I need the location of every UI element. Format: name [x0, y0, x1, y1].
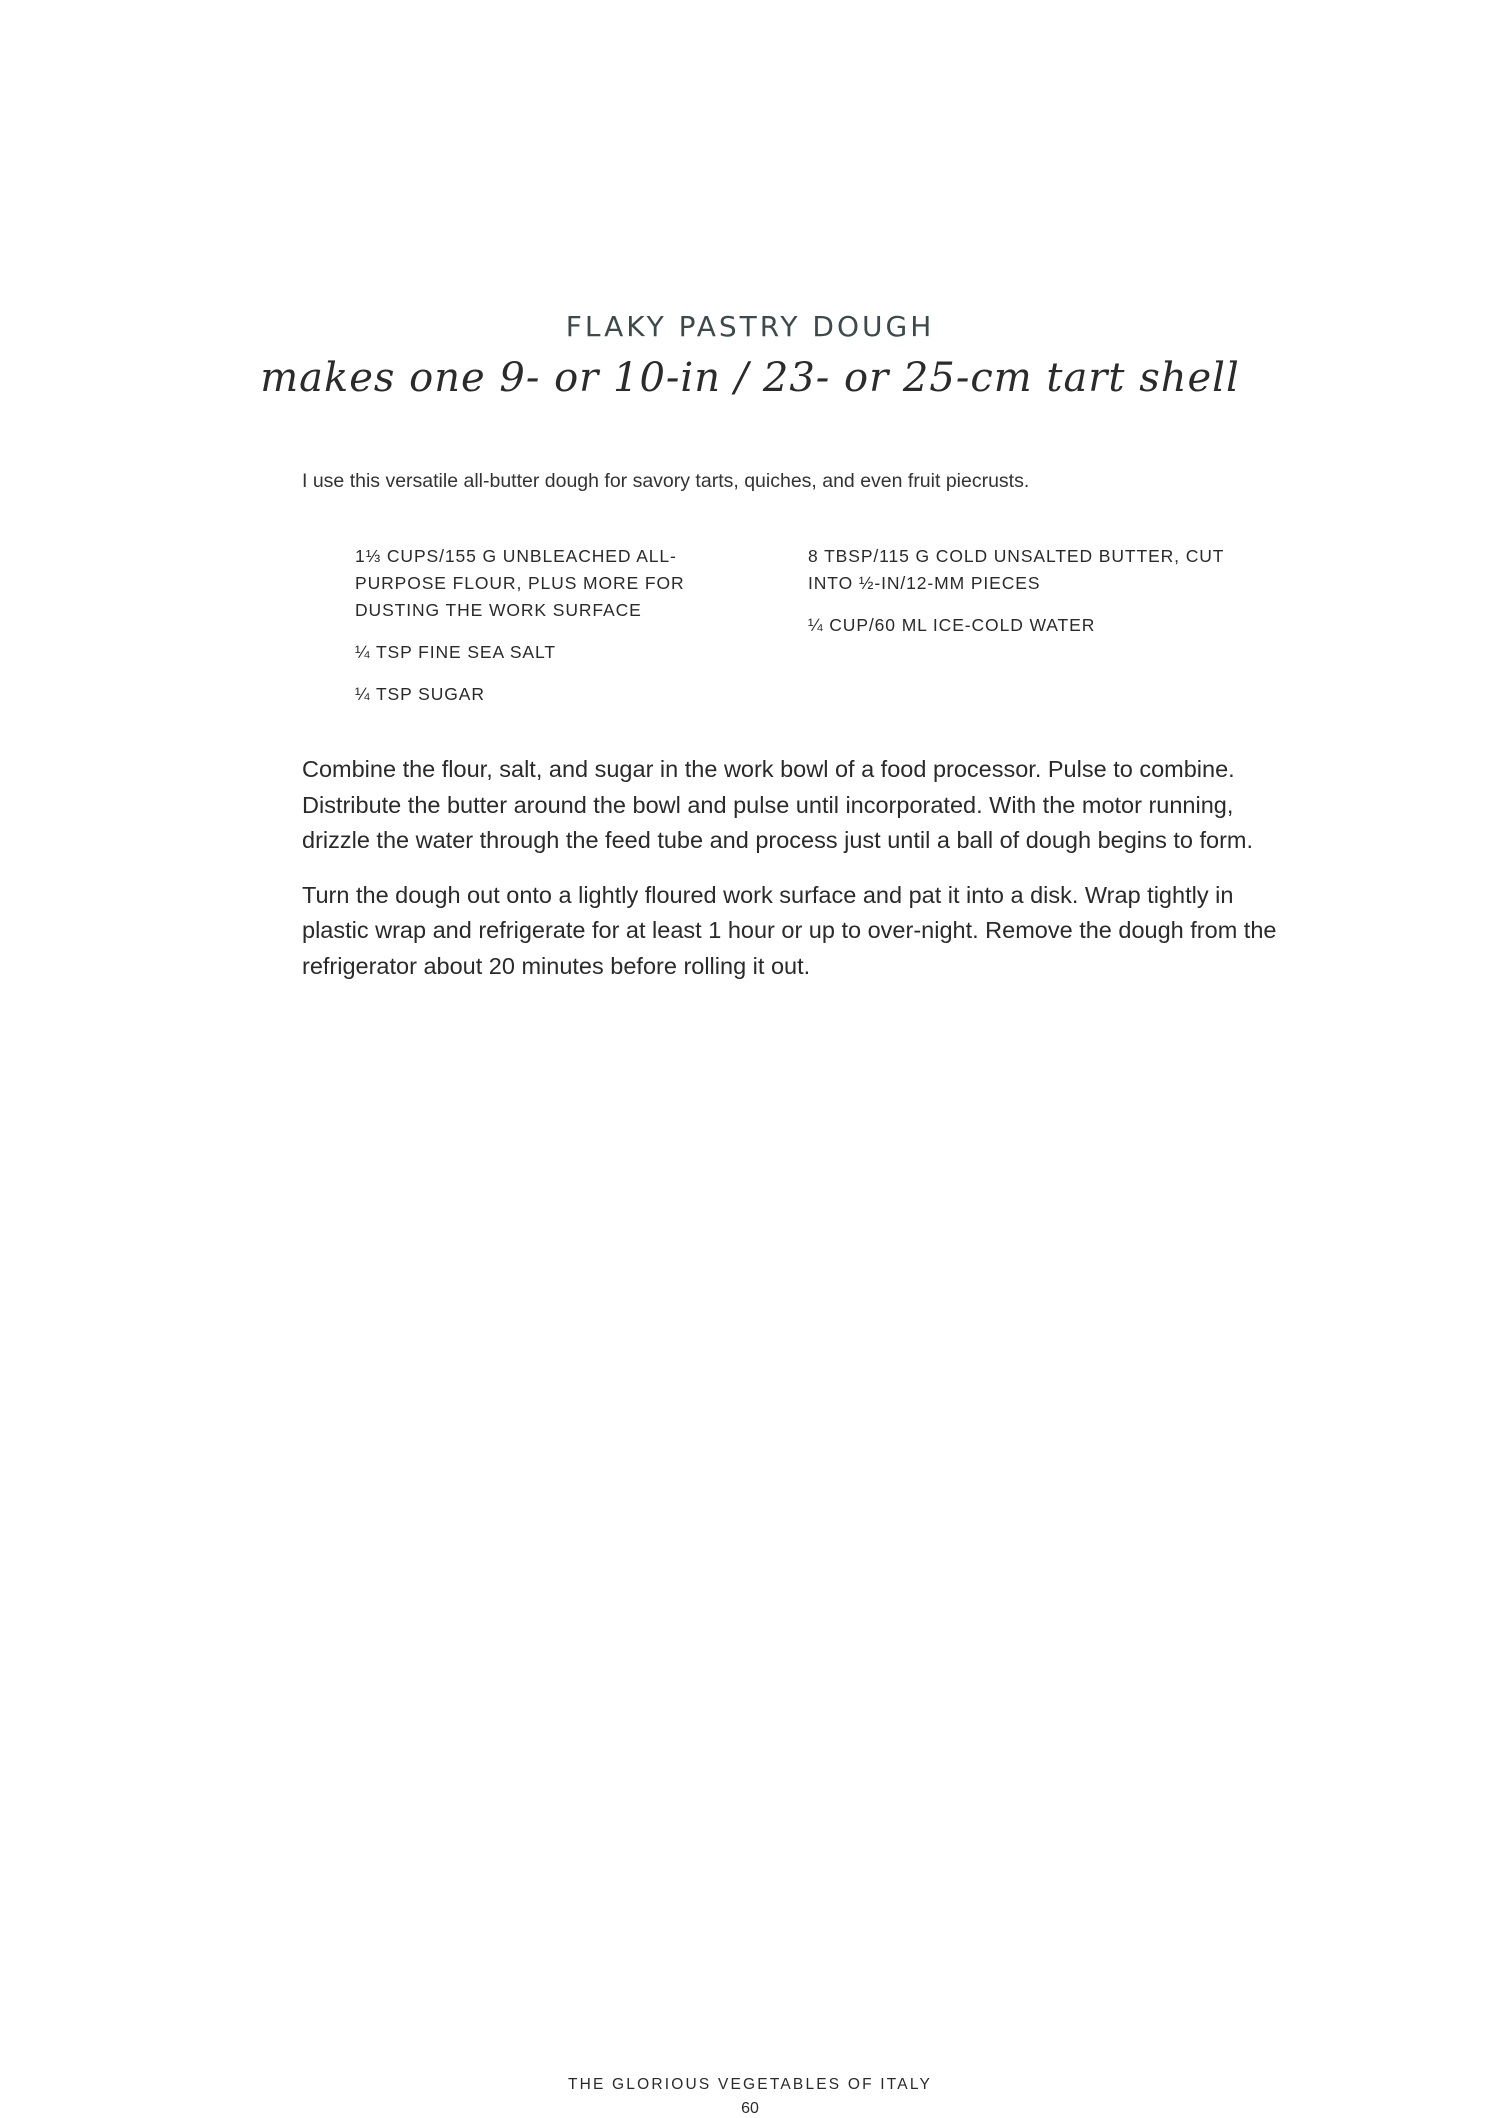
recipe-yield: makes one 9- or 10-in / 23- or 25-cm tart shell [260, 355, 1240, 401]
ingredient-item: ¼ CUP/60 ML ICE-COLD WATER [808, 615, 1096, 635]
method-paragraph: Turn the dough out onto a lightly floured work surface and pat it into a disk. Wrap tightly in plastic wrap and refrigerate for at least 1 hour or up to over-night. Remove the dough from the refrigerator about 20 minutes before rolling it out. [302, 881, 1277, 979]
ingredients-column-right [808, 543, 1278, 654]
recipe-intro: I use this versatile all-butter dough for savory tarts, quiches, and even fruit piecrusts. [302, 470, 1030, 492]
running-footer-book-title: THE GLORIOUS VEGETABLES OF ITALY [567, 2076, 933, 2093]
ingredient-item: ¼ TSP SUGAR [355, 684, 485, 704]
page-number: 60 [741, 2100, 759, 2117]
ingredient-item: 1⅓ CUPS/155 G UNBLEACHED ALL-PURPOSE FLOUR, PLUS MORE FOR DUSTING THE WORK SURFACE [355, 546, 685, 620]
ingredient-item: 8 TBSP/115 G COLD UNSALTED BUTTER, CUT INTO ½-IN/12-MM PIECES [808, 546, 1225, 593]
recipe-method [302, 752, 1292, 1003]
ingredient-item: ¼ TSP FINE SEA SALT [355, 642, 556, 662]
recipe-title: FLAKY PASTRY DOUGH [565, 310, 935, 343]
ingredients-column-left [355, 543, 775, 723]
method-paragraph: Combine the flour, salt, and sugar in the work bowl of a food processor. Pulse to combine. Distribute the butter around the bowl and pulse until incorporated. With the motor running, drizzle the water through the feed tube and process just until a ball of dough begins to form. [302, 756, 1254, 853]
